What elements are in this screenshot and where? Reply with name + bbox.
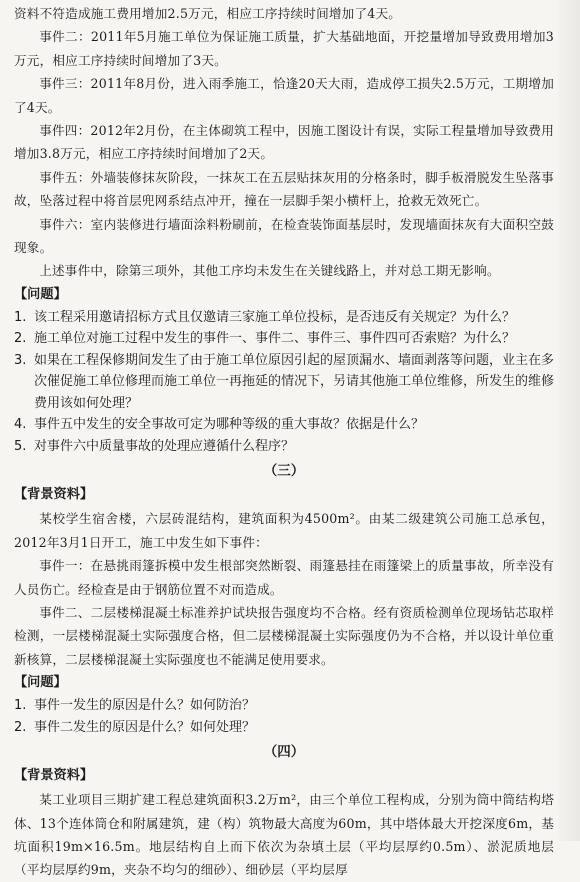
questions-heading: 【问题】 (14, 286, 67, 302)
paragraph-event-4: 事件四：2012年2月份，在主体砌筑工程中，因施工图设计有误，实际工程量增加导致费用增加3.8万元，相应工序持续时间增加了2天。 (14, 123, 554, 162)
question-text: 事件二发生的原因是什么？如何处理？ (34, 719, 256, 735)
question-item (14, 436, 554, 458)
section-title-four: （四） (263, 744, 305, 761)
question-item (14, 350, 554, 415)
question-text: 事件五中发生的安全事故可定为哪种等级的重大事故？依据是什么？ (34, 417, 425, 433)
question-text: 对事件六中质量事故的处理应遵循什么程序？ (34, 438, 295, 454)
question-number: 2. (14, 331, 27, 347)
question-item (14, 414, 554, 436)
question-item (14, 307, 554, 329)
question-text: 如果在工程保修期间发生了由于施工单位原因引起的屋顶漏水、墙面剥落等问题，业主在多次催促施工单位修理而施工单位一再拖延的情况下，另请其他施工单位维修，所发生的维修费用该如何处理？ (34, 352, 555, 411)
page-edge-shadow (558, 0, 580, 841)
question-number: 3. (14, 352, 27, 368)
question-number: 4. (14, 417, 27, 433)
background-heading: 【背景资料】 (14, 487, 94, 503)
paragraph-event-5: 事件五：外墙装修抹灰阶段，一抹灰工在五层贴抹灰用的分格条时，脚手板滑脱发生坠落事故，坠落过程中将首层兜网系结点冲开，撞在一层脚手架小横杆上，抢救无效死亡。 (14, 169, 554, 209)
question-text: 事件一发生的原因是什么？如何防治？ (34, 698, 256, 714)
paragraph-event-2: 事件二、二层楼梯混凝土标准养护试块报告强度均不合格。经有资质检测单位现场钻芯取样检测，一层楼梯混凝土实际强度合格，但二层楼梯混凝土实际强度仍为不合格，并以设计单位重新核算，二层楼梯混凝土实际强度也不能满足使用要求。 (14, 605, 554, 667)
document-body (14, 2, 554, 882)
section-title-three: （三） (263, 463, 305, 480)
paragraph-background: 某校学生宿舍楼，六层砖混结构，建筑面积为4500m²。由某二级建筑公司施工总承包，2012年3月1日开工，施工中发生如下事件： (14, 511, 554, 550)
question-number: 1. (14, 698, 27, 714)
question-number: 1. (14, 309, 27, 325)
question-number: 2. (14, 719, 27, 735)
question-item (14, 695, 554, 717)
paragraph-continued: 资料不符造成施工费用增加2.5万元，相应工序持续时间增加了4天。 (14, 6, 402, 21)
paragraph-event-3: 事件三：2011年8月份，进入雨季施工，恰逢20天大雨，造成停工损失2.5万元，工期增加了4天。 (14, 76, 554, 115)
paragraph-event-6: 事件六：室内装修进行墙面涂料粉刷前，在检查装饰面基层时，发现墙面抹灰有大面积空鼓现象。 (14, 216, 554, 256)
question-number: 5. (14, 438, 27, 454)
questions-heading: 【问题】 (14, 675, 67, 691)
question-item (14, 717, 554, 739)
paragraph-summary: 上述事件中，除第三项外，其他工序均未发生在关键线路上，并对总工期无影响。 (39, 263, 500, 279)
question-item (14, 328, 554, 350)
paragraph-background: 某工业项目三期扩建工程总建筑面积3.2万m²，由三个单位工程构成，分别为筒中筒结构塔体、13个连体筒仓和附属建筑，建（构）筑物最大高度为60m，其中塔体最大开挖深度6m，基坑面积19m×16.5m。地层结构自上而下依次为杂填土层（平均层厚约0.5m）、淤泥质地层（平均层厚约9m，夹杂不均匀的细砂）、细砂层（平均层厚 (14, 792, 554, 878)
paragraph-event-2: 事件二：2011年5月施工单位为保证施工质量，扩大基础地面，开挖量增加导致费用增加3万元，相应工序持续时间增加了3天。 (14, 29, 554, 68)
background-heading: 【背景资料】 (14, 768, 94, 784)
question-text: 施工单位对施工过程中发生的事件一、事件二、事件三、事件四可否索赔？为什么？ (34, 331, 516, 347)
paragraph-event-1: 事件一：在悬挑雨篷拆模中发生根部突然断裂、雨篷悬挂在雨篷梁上的质量事故，所幸没有人员伤亡。经检查是由于钢筋位置不对而造成。 (14, 558, 554, 597)
question-text: 该工程采用邀请招标方式且仅邀请三家施工单位投标，是否违反有关规定？为什么？ (34, 309, 516, 325)
